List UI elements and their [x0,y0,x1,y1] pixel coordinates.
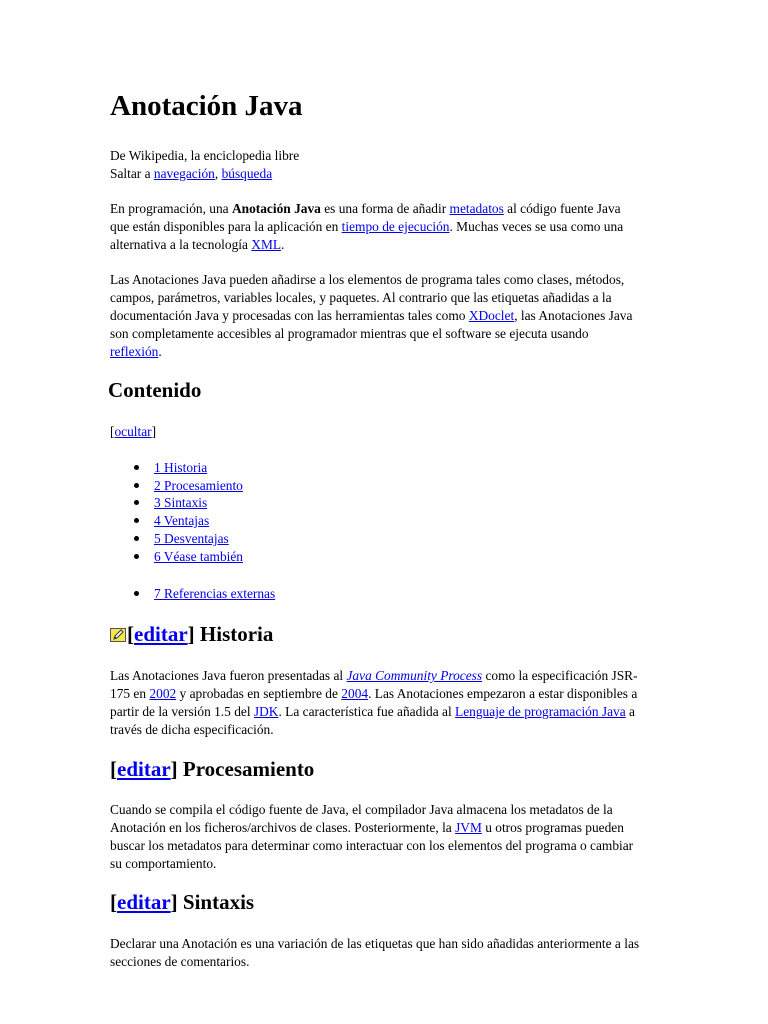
toc-list-2 [134,585,275,603]
toc-list [134,459,243,565]
intro2-text-3: . [158,344,162,359]
toc-item [134,585,275,603]
tagline [110,147,640,183]
toc-item [134,512,243,530]
jump-prefix: Saltar a [110,166,154,181]
section-title-sintaxis: Sintaxis [177,890,255,914]
edit-sintaxis-link[interactable]: editar [117,890,171,914]
java-community-process-link[interactable]: Java Community Process [346,668,483,683]
toc-link-desventajas[interactable]: 5 Desventajas [154,530,229,546]
jdk-link[interactable]: JDK [253,704,279,719]
edit-bracket-close: ] [170,757,178,781]
page-title: Anotación Java [110,90,303,122]
procesamiento-text-2: u otros programas pueden buscar los metadatos para determinar como interactuar con los elementos del programa o cambiar su comportamiento. [110,820,634,871]
toc-item [134,494,243,512]
intro1-text-3: al código fuente Java que están disponibles para la aplicación en [110,201,621,234]
section-heading-sintaxis [110,890,254,915]
jvm-link[interactable]: JVM [455,820,482,835]
toc-title: Contenido [108,378,202,402]
section-title-procesamiento: Procesamiento [177,757,315,781]
historia-text-3: y aprobadas en septiembre de [176,686,342,701]
section-heading-historia [110,622,273,647]
tiempo-de-ejecucion-link[interactable]: tiempo de ejecución [341,219,450,234]
metadatos-link[interactable]: metadatos [449,201,504,216]
year-2002-link[interactable]: 2002 [149,686,177,701]
intro1-text-2: es una forma de añadir [320,201,450,216]
procesamiento-paragraph [110,801,640,873]
edit-pencil-icon[interactable] [110,623,126,637]
toc-item [134,548,243,566]
intro1-text-5: . [281,237,285,252]
xml-link[interactable]: XML [251,237,282,252]
toc-link-procesamiento[interactable]: 2 Procesamiento [154,477,243,493]
toc-link-vease-tambien[interactable]: 6 Véase también [154,548,243,564]
historia-text-2: como la especificación JSR-175 en [110,668,638,701]
toc-item [134,477,243,495]
toc-toggle [110,424,156,440]
procesamiento-text-1: Cuando se compila el código fuente de Java, el compilador Java almacena los metadatos de la Anotación en los ficheros/archivos de clases. Posteriormente, la [110,802,613,835]
intro1-text-1: En programación, una [110,201,232,216]
intro1-text-4: . Muchas veces se usa como una alternativa a la tecnología [110,219,624,252]
historia-text-6: a través de dicha especificación. [110,704,635,737]
edit-bracket-open: [ [110,757,117,781]
sintaxis-text-1: Declarar una Anotación es una variación de las etiquetas que han sido añadidas anteriormente a las secciones de comentarios. [110,936,640,969]
historia-paragraph [110,667,640,739]
historia-text-4: . Las Anotaciones empezaron a estar disponibles a partir de la versión 1.5 del [110,686,638,719]
jump-separator: , [214,166,222,181]
xdoclet-link[interactable]: XDoclet [468,308,515,323]
toc-item [134,459,243,477]
edit-bracket-open: [ [110,890,117,914]
intro1-bold-term: Anotación Java [231,201,321,216]
section-heading-procesamiento [110,757,314,782]
section-title-historia: Historia [194,622,274,646]
toc-link-historia[interactable]: 1 Historia [154,460,208,475]
toc-item [134,530,243,548]
jump-navigation-link[interactable]: navegación [153,166,215,181]
intro2-text-1: Las Anotaciones Java pueden añadirse a los elementos de programa tales como clases, métodos, campos, parámetros, variables locales, y paquetes. Al contrario que las etiquetas añadidas a la documentación Java y procesadas con las herramientas tales como [110,272,625,323]
toc-hide-link[interactable]: ocultar [114,424,152,439]
reflexion-link[interactable]: reflexión [110,344,159,359]
toc-bracket-open: [ [110,424,115,439]
sintaxis-paragraph [110,935,640,971]
toc-link-sintaxis[interactable]: 3 Sintaxis [154,495,208,511]
toc-bracket-close: ] [151,424,157,439]
jump-search-link[interactable]: búsqueda [221,166,273,181]
subtitle: De Wikipedia, la enciclopedia libre [110,148,300,163]
historia-text-5: . La característica fue añadida al [278,704,456,719]
intro2-text-2: , las Anotaciones Java son completamente accesibles al programador mientras que el software se ejecuta usando [110,308,633,341]
intro-paragraph-2 [110,271,640,361]
intro-paragraph-1 [110,200,640,254]
toc-link-referencias[interactable]: 7 Referencias externas [154,586,276,601]
edit-procesamiento-link[interactable]: editar [117,757,171,781]
edit-bracket-close: ] [187,622,195,646]
toc-link-ventajas[interactable]: 4 Ventajas [154,513,210,529]
year-2004-link[interactable]: 2004 [341,686,369,701]
lenguaje-java-link[interactable]: Lenguaje de programación Java [455,704,626,719]
historia-text-1: Las Anotaciones Java fueron presentadas al [110,668,347,683]
edit-bracket-open: [ [127,622,134,646]
edit-historia-link[interactable]: editar [134,622,188,646]
edit-bracket-close: ] [170,890,178,914]
